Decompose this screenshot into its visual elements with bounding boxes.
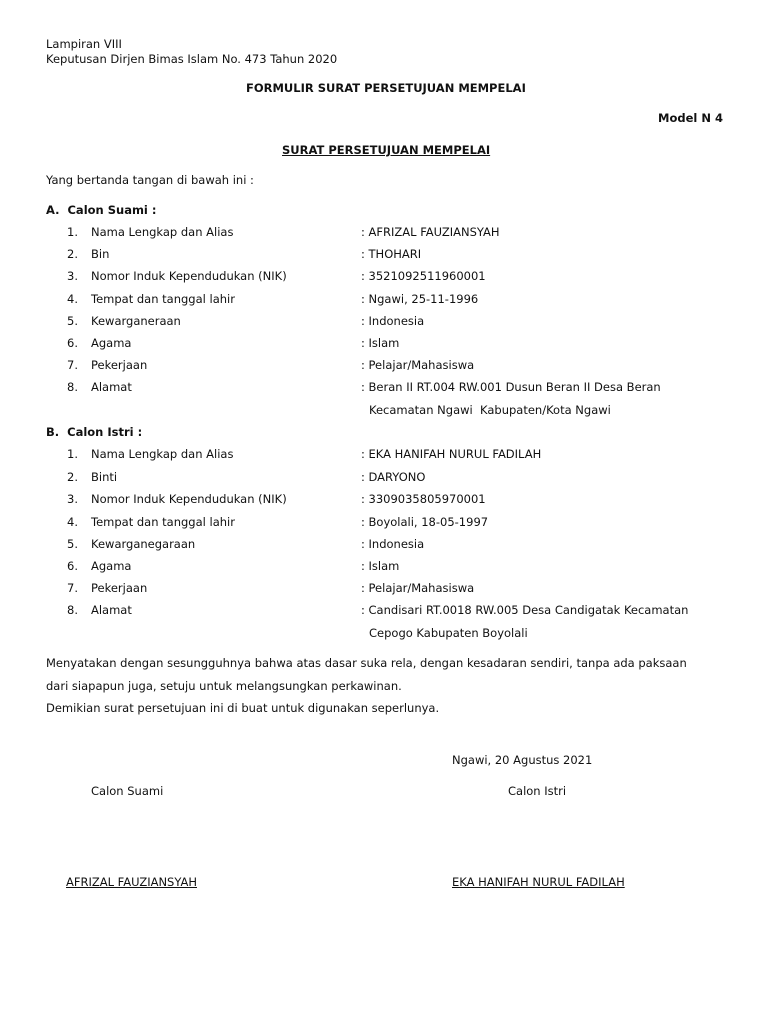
row-value: : Beran II RT.004 RW.001 Dusun Beran II Desa Beran: [361, 380, 661, 394]
row-number: 6.: [67, 559, 78, 573]
row-number: 5.: [67, 537, 78, 551]
row-label: Pekerjaan: [91, 581, 148, 595]
suami-row: [0, 313, 768, 335]
row-number: 6.: [67, 336, 78, 350]
row-number: 7.: [67, 358, 78, 372]
suami-row: [0, 268, 768, 290]
row-number: 2.: [67, 247, 78, 261]
row-number: 8.: [67, 603, 78, 617]
row-label: Kewarganegaraan: [91, 537, 196, 551]
istri-row: [0, 469, 768, 491]
istri-row: [0, 514, 768, 536]
section-a-heading: A. Calon Suami :: [46, 203, 157, 217]
suami-address-continuation: Kecamatan Ngawi Kabupaten/Kota Ngawi: [369, 403, 611, 417]
suami-row: [0, 357, 768, 379]
row-value: : Indonesia: [361, 314, 425, 328]
model-label: Model N 4: [658, 111, 723, 125]
row-value: : 3309035805970001: [361, 492, 486, 506]
signature-label-suami: Calon Suami: [91, 784, 164, 798]
signature-name-suami: AFRIZAL FAUZIANSYAH: [66, 875, 197, 889]
istri-row: [0, 536, 768, 558]
row-label: Nomor Induk Kependudukan (NIK): [91, 269, 287, 283]
row-number: 7.: [67, 581, 78, 595]
row-label: Binti: [91, 470, 118, 484]
row-label: Bin: [91, 247, 110, 261]
row-label: Agama: [91, 336, 132, 350]
row-number: 3.: [67, 492, 78, 506]
row-label: Pekerjaan: [91, 358, 148, 372]
lampiran-line: Lampiran VIII: [46, 37, 122, 51]
row-value: : Islam: [361, 336, 400, 350]
row-label: Kewarganeraan: [91, 314, 181, 328]
row-value: : Islam: [361, 559, 400, 573]
row-number: 8.: [67, 380, 78, 394]
row-number: 5.: [67, 314, 78, 328]
statement-line-2: dari siapapun juga, setuju untuk melangsungkan perkawinan.: [46, 679, 402, 693]
istri-row: [0, 580, 768, 602]
statement-line-1: Menyatakan dengan sesungguhnya bahwa atas dasar suka rela, dengan kesadaran sendiri, tanpa ada paksaan: [46, 656, 687, 670]
istri-row: [0, 558, 768, 580]
row-number: 2.: [67, 470, 78, 484]
istri-row: [0, 491, 768, 513]
letter-title: SURAT PERSETUJUAN MEMPELAI: [282, 143, 491, 157]
row-number: 1.: [67, 225, 78, 239]
row-label: Tempat dan tanggal lahir: [91, 292, 235, 306]
suami-row: [0, 335, 768, 357]
istri-row: [0, 446, 768, 468]
row-value: : DARYONO: [361, 470, 426, 484]
row-value: : EKA HANIFAH NURUL FADILAH: [361, 447, 542, 461]
row-value: : Boyolali, 18-05-1997: [361, 515, 489, 529]
row-label: Alamat: [91, 603, 132, 617]
row-value: : Indonesia: [361, 537, 425, 551]
signature-name-istri: EKA HANIFAH NURUL FADILAH: [452, 875, 625, 889]
row-value: : Pelajar/Mahasiswa: [361, 358, 475, 372]
row-value: : 3521092511960001: [361, 269, 486, 283]
row-value: : THOHARI: [361, 247, 422, 261]
place-date: Ngawi, 20 Agustus 2021: [452, 753, 593, 767]
suami-row: [0, 379, 768, 401]
keputusan-line: Keputusan Dirjen Bimas Islam No. 473 Tahun 2020: [46, 52, 338, 66]
row-label: Tempat dan tanggal lahir: [91, 515, 235, 529]
row-label: Nama Lengkap dan Alias: [91, 447, 234, 461]
row-value: : Pelajar/Mahasiswa: [361, 581, 475, 595]
row-number: 4.: [67, 515, 78, 529]
row-label: Alamat: [91, 380, 132, 394]
istri-row: [0, 602, 768, 624]
row-number: 4.: [67, 292, 78, 306]
row-value: : Candisari RT.0018 RW.005 Desa Candigatak Kecamatan: [361, 603, 689, 617]
section-b-heading: B. Calon Istri :: [46, 425, 143, 439]
suami-row: [0, 291, 768, 313]
suami-row: [0, 246, 768, 268]
form-title: FORMULIR SURAT PERSETUJUAN MEMPELAI: [246, 81, 526, 95]
row-value: : Ngawi, 25-11-1996: [361, 292, 479, 306]
closing-text: Demikian surat persetujuan ini di buat untuk digunakan seperlunya.: [46, 701, 440, 715]
row-value: : AFRIZAL FAUZIANSYAH: [361, 225, 500, 239]
row-number: 1.: [67, 447, 78, 461]
intro-text: Yang bertanda tangan di bawah ini :: [46, 173, 254, 187]
suami-row: [0, 224, 768, 246]
row-label: Nama Lengkap dan Alias: [91, 225, 234, 239]
row-label: Nomor Induk Kependudukan (NIK): [91, 492, 287, 506]
istri-address-continuation: Cepogo Kabupaten Boyolali: [369, 626, 528, 640]
row-number: 3.: [67, 269, 78, 283]
row-label: Agama: [91, 559, 132, 573]
signature-label-istri: Calon Istri: [508, 784, 567, 798]
